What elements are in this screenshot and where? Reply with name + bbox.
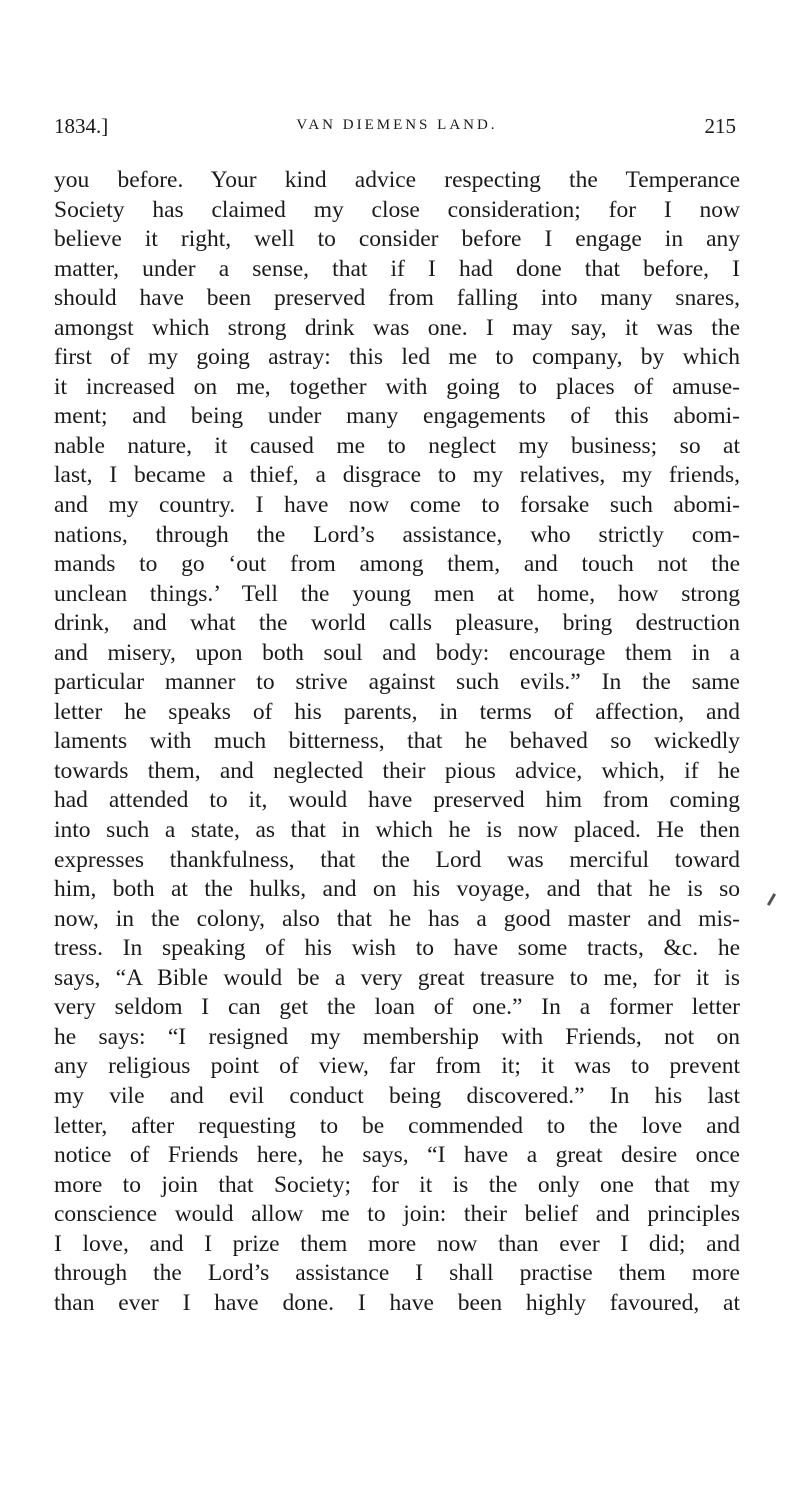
text-line: amongst which strong drink was one. I may say, it was the — [54, 314, 740, 341]
text-line: drink, and what the world calls pleasure, bring destruction — [54, 610, 740, 637]
text-line: Society has claimed my close consideration; for I now — [54, 196, 740, 223]
text-line: him, both at the hulks, and on his voyage, and that he is so — [54, 876, 740, 903]
text-line: ment; and being under many engagements of this abomi- — [54, 403, 740, 430]
text-line: should have been preserved from falling into many snares, — [54, 285, 740, 312]
text-line: particular manner to strive against such evils.” In the same — [54, 669, 740, 696]
text-line: first of my going astray: this led me to company, by which — [54, 344, 740, 371]
text-line: than ever I have done. I have been highly favoured, at — [54, 1289, 740, 1316]
book-page — [54, 0, 740, 1501]
page-number: 215 — [704, 114, 736, 138]
text-line: had attended to it, would have preserved him from coming — [54, 787, 740, 814]
text-line: last, I became a thief, a disgrace to my relatives, my friends, — [54, 462, 740, 489]
text-line: notice of Friends here, he says, “I have a great desire once — [54, 1142, 740, 1169]
text-line: and my country. I have now come to forsake such abomi- — [54, 492, 740, 519]
text-line: more to join that Society; for it is the only one that my — [54, 1171, 740, 1198]
text-line: believe it right, well to consider before I engage in any — [54, 226, 740, 253]
text-line: he says: “I resigned my membership with Friends, not on — [54, 1023, 740, 1050]
body-text — [54, 166, 740, 1318]
text-line: laments with much bitterness, that he behaved so wickedly — [54, 728, 740, 755]
margin-pencil-mark — [767, 893, 776, 906]
header-title: VAN DIEMENS LAND. — [296, 117, 498, 133]
text-line: tress. In speaking of his wish to have some tracts, &c. he — [54, 935, 740, 962]
text-line: expresses thankfulness, that the Lord was merciful toward — [54, 846, 740, 873]
text-line: you before. Your kind advice respecting the Temperance — [54, 167, 740, 193]
running-header — [54, 114, 740, 144]
text-line: letter, after requesting to be commended to the love and — [54, 1112, 740, 1139]
text-line: conscience would allow me to join: their belief and principles — [54, 1201, 740, 1228]
text-line: says, “A Bible would be a very great treasure to me, for it is — [54, 964, 740, 991]
text-line: I love, and I prize them more now than ever I did; and — [54, 1230, 740, 1257]
text-line: nations, through the Lord’s assistance, who strictly com- — [54, 521, 740, 548]
text-line: nable nature, it caused me to neglect my business; so at — [54, 432, 740, 459]
text-line: it increased on me, together with going to places of amuse- — [54, 373, 740, 400]
text-line: unclean things.’ Tell the young men at home, how strong — [54, 580, 740, 607]
header-year: 1834.] — [54, 114, 109, 138]
text-line: now, in the colony, also that he has a good master and mis- — [54, 905, 740, 932]
text-line: any religious point of view, far from it; it was to prevent — [54, 1053, 740, 1080]
text-line: towards them, and neglected their pious advice, which, if he — [54, 757, 740, 784]
text-line: very seldom I can get the loan of one.” In a former letter — [54, 994, 740, 1021]
text-line: my vile and evil conduct being discovered.” In his last — [54, 1082, 740, 1109]
text-line: into such a state, as that in which he is now placed. He then — [54, 817, 740, 844]
text-line: mands to go ‘out from among them, and touch not the — [54, 551, 740, 578]
text-line: and misery, upon both soul and body: encourage them in a — [54, 639, 740, 666]
text-line: matter, under a sense, that if I had done that before, I — [54, 255, 740, 282]
text-line: letter he speaks of his parents, in terms of affection, and — [54, 698, 740, 725]
text-line: through the Lord’s assistance I shall practise them more — [54, 1260, 740, 1287]
